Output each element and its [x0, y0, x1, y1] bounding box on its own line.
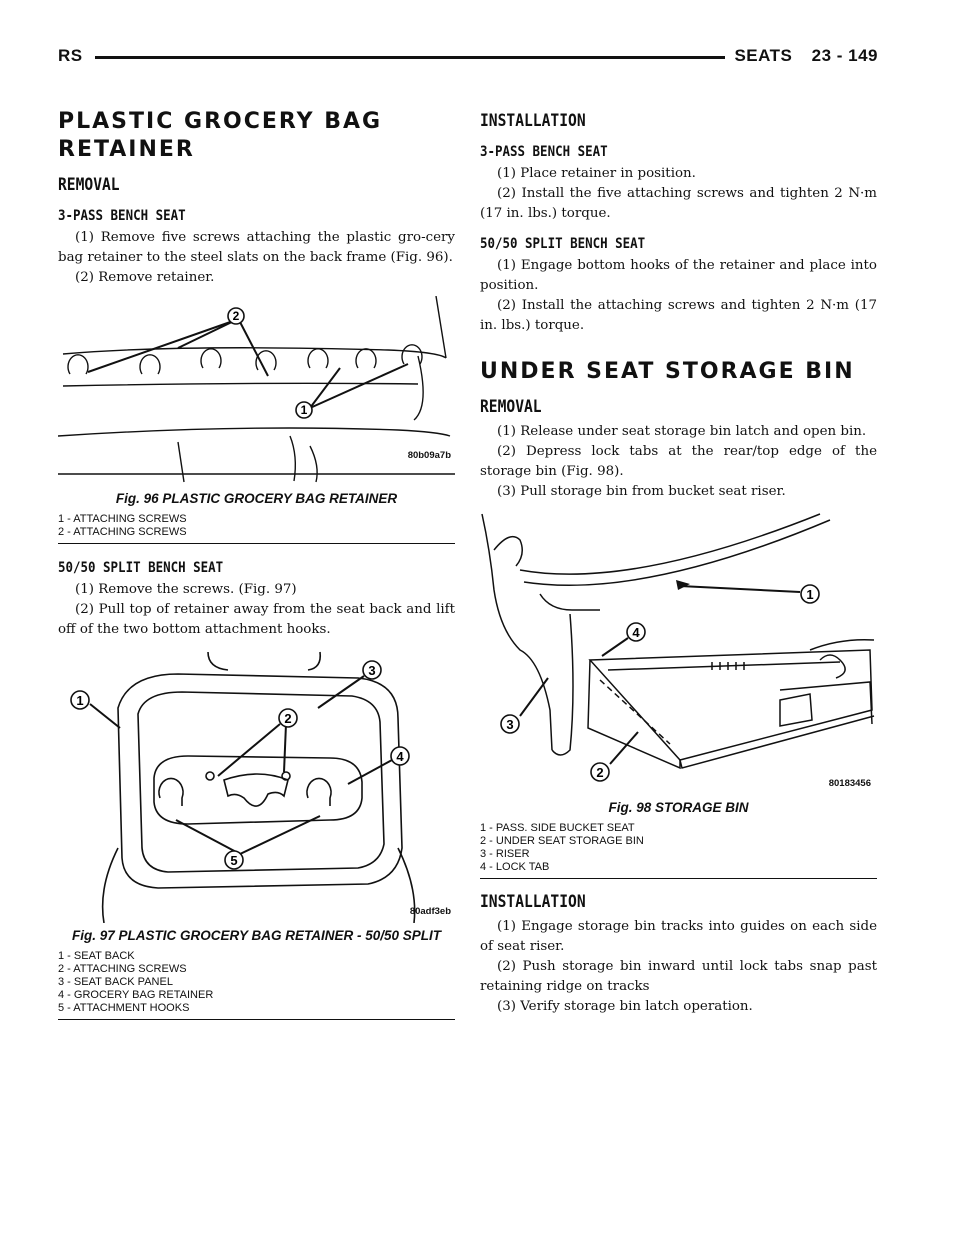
fig98-legend-item: 1 - PASS. SIDE BUCKET SEAT: [480, 822, 635, 834]
fig97-caption: Fig. 97 PLASTIC GROCERY BAG RETAINER - 50/50 SPLIT: [71, 928, 442, 943]
step-depress-lock-tabs: (2) Depress lock tabs at the rear/top edge of the storage bin (Fig. 98).: [480, 444, 877, 479]
step-verify-latch: (3) Verify storage bin latch operation.: [497, 999, 753, 1014]
heading-3-pass-bench-seat-install: 3-PASS BENCH SEAT: [480, 144, 608, 160]
right-column: [480, 108, 877, 1017]
section-title-grocery-bag-retainer: PLASTIC GROCERY BAG RETAINER: [58, 109, 383, 162]
figure-97: [58, 648, 455, 923]
step-install-screws: (2) Install the attaching screws and tighten 2 N·m (17 in. lbs.) torque.: [480, 298, 877, 333]
heading-50-50-split-bench-seat: 50/50 SPLIT BENCH SEAT: [58, 560, 224, 576]
fig97-code: 80adf3eb: [409, 906, 451, 917]
fig96-legend-item: 2 - ATTACHING SCREWS: [58, 526, 187, 538]
figure-97-illustration: [58, 648, 455, 923]
fig98-legend-item: 4 - LOCK TAB: [480, 861, 550, 873]
header-section: [720, 46, 878, 66]
section-title-under-seat-storage-bin: UNDER SEAT STORAGE BIN: [480, 359, 855, 384]
fig98-callout-3: 3: [506, 717, 514, 732]
fig96-code: 80b09a7b: [407, 450, 451, 461]
heading-removal: REMOVAL: [58, 175, 120, 195]
step-remove-screws: (1) Remove five screws attaching the plastic gro-cery bag retainer to the steel slats on the back frame (Fig. 96).: [58, 230, 455, 265]
fig96-callout-1: 1: [300, 403, 308, 417]
fig98-legend: [480, 822, 877, 874]
step-engage-tracks: (1) Engage storage bin tracks into guides on each side of seat riser.: [480, 919, 877, 954]
figure-96-illustration: [58, 296, 455, 486]
fig98-legend-item: 2 - UNDER SEAT STORAGE BIN: [480, 835, 644, 847]
fig98-callout-1: 1: [806, 587, 814, 602]
fig98-callout-4: 4: [632, 625, 640, 640]
step-remove-screws-fig97: (1) Remove the screws. (Fig. 97): [75, 582, 297, 597]
fig98-caption: Fig. 98 STORAGE BIN: [608, 800, 749, 815]
heading-removal-bin: REMOVAL: [480, 397, 542, 417]
step-remove-retainer: (2) Remove retainer.: [75, 270, 215, 285]
fig97-legend-item: 4 - GROCERY BAG RETAINER: [58, 989, 214, 1001]
fig97-legend: [58, 950, 455, 1015]
fig97-callout-1: 1: [76, 693, 84, 708]
fig98-callout-2: 2: [596, 765, 604, 780]
step-push-bin: (2) Push storage bin inward until lock tabs snap past retaining ridge on tracks: [480, 959, 877, 994]
heading-installation: INSTALLATION: [480, 111, 586, 131]
fig98-rule: [480, 878, 877, 879]
header-section-title: SEATS: [734, 46, 793, 65]
fig97-legend-item: 5 - ATTACHMENT HOOKS: [58, 1002, 190, 1014]
heading-3-pass-bench-seat: 3-PASS BENCH SEAT: [58, 208, 186, 224]
step-pull-bin: (3) Pull storage bin from bucket seat riser.: [497, 484, 786, 499]
fig97-callout-4: 4: [396, 749, 404, 764]
fig98-code: 80183456: [828, 778, 871, 789]
fig97-legend-item: 3 - SEAT BACK PANEL: [58, 976, 173, 988]
fig96-caption: Fig. 96 PLASTIC GROCERY BAG RETAINER: [115, 491, 398, 506]
fig96-rule: [58, 543, 455, 544]
fig97-callout-3: 3: [368, 663, 376, 678]
fig96-legend-item: 1 - ATTACHING SCREWS: [58, 513, 187, 525]
step-release-latch: (1) Release under seat storage bin latch and open bin.: [497, 424, 867, 439]
left-column: [58, 108, 455, 1020]
heading-50-50-split-install: 50/50 SPLIT BENCH SEAT: [480, 236, 646, 252]
figure-96: [58, 296, 455, 486]
fig97-legend-item: 2 - ATTACHING SCREWS: [58, 963, 187, 975]
fig97-legend-item: 1 - SEAT BACK: [58, 950, 135, 962]
step-pull-retainer: (2) Pull top of retainer away from the seat back and lift off of the two bottom attachment hooks.: [58, 602, 455, 637]
header-page-number: 23 - 149: [811, 46, 878, 65]
fig97-callout-2: 2: [284, 711, 292, 726]
fig97-callout-5: 5: [230, 853, 238, 868]
header-manual-code: RS: [58, 46, 83, 65]
figure-98-illustration: [480, 510, 877, 795]
heading-installation-bin: INSTALLATION: [480, 892, 586, 912]
step-engage-hooks: (1) Engage bottom hooks of the retainer and place into position.: [480, 258, 877, 293]
fig96-callout-2: 2: [232, 309, 240, 323]
fig96-legend: [58, 513, 455, 539]
figure-98: [480, 510, 877, 795]
fig97-rule: [58, 1019, 455, 1020]
fig98-legend-item: 3 - RISER: [480, 848, 530, 860]
step-install-five-screws: (2) Install the five attaching screws and tighten 2 N·m (17 in. lbs.) torque.: [480, 186, 877, 221]
header-rule: [95, 56, 725, 59]
step-place-retainer: (1) Place retainer in position.: [497, 166, 696, 181]
